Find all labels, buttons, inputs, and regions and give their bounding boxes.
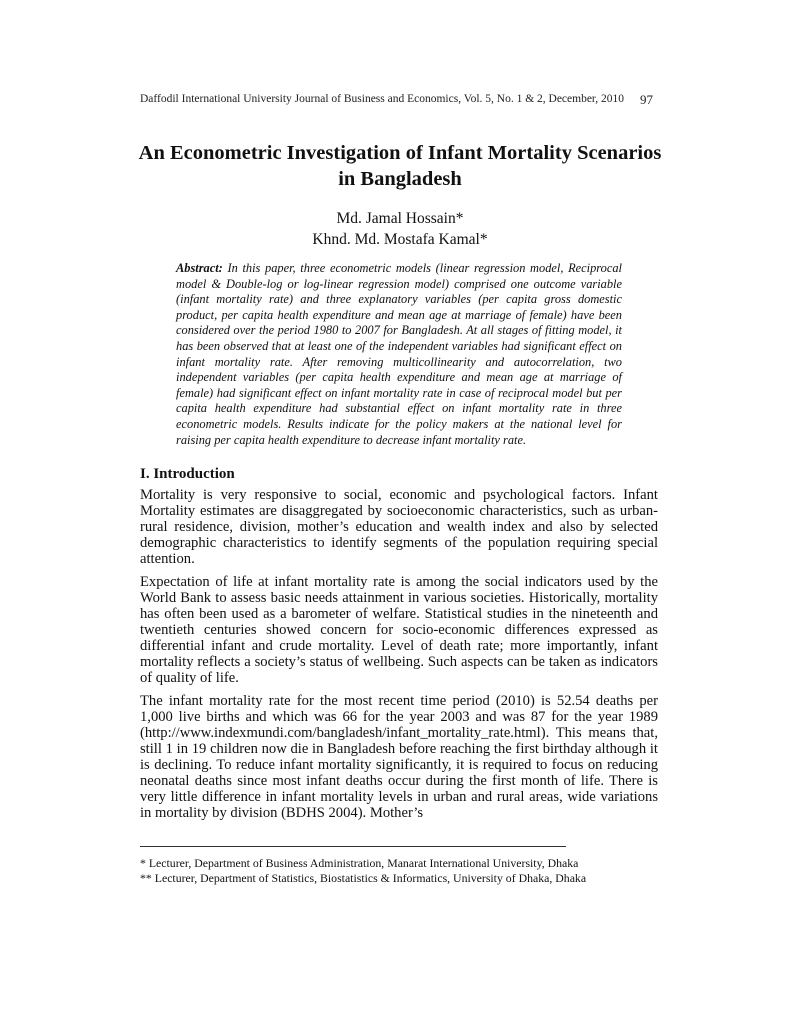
abstract [176, 261, 622, 448]
section-heading-introduction: I. Introduction [140, 466, 235, 482]
title-line-1: An Econometric Investigation of Infant Mortality Scenarios [138, 142, 662, 164]
footnote-divider [140, 846, 566, 847]
paper-title [110, 140, 690, 192]
paragraph-2: Expectation of life at infant mortality rate is among the social indicators used by the World Bank to assess basic needs attainment in various societies. Historically, mortality has often been used as a barometer of welfare. Statistical studies in the nineteenth and twentieth centuries showed concern for socio-economic differences expressed as differential infant and crude mortality. Level of death rate; more importantly, infant mortality reflects a society’s status of wellbeing. Such aspects can be taken as indicators of quality of life. [140, 574, 658, 686]
abstract-text: In this paper, three econometric models (linear regression model, Reciprocal model & Double-log or log-linear regression model) comprised one outcome variable (infant mortality rate) and three explanatory variables (per capita gross domestic product, per capita health expenditure and mean age at marriage of female) have been considered over the period 1980 to 2007 for Bangladesh. At all stages of fitting model, it has been observed that at least one of the independent variables had significant effect on infant mortality rate. After removing multicollinearity and autocorrelation, two independent variables (per capita health expenditure and mean age at marriage of female) had significant effect on infant mortality rate in case of reciprocal model but per capita health expenditure had substantial effect on infant mortality rate in three econometric models. Results indicate for the policy makers at the national level for raising per capita health expenditure to decrease infant mortality rate. [176, 261, 622, 447]
footnotes [140, 856, 660, 886]
title-line-2: in Bangladesh [338, 168, 462, 190]
author-2: Khnd. Md. Mostafa Kamal* [312, 231, 488, 248]
footnote-2: ** Lecturer, Department of Statistics, Biostatistics & Informatics, University of Dhaka, Dhaka [140, 871, 587, 885]
abstract-label: Abstract: [176, 261, 223, 275]
paragraph-3: The infant mortality rate for the most recent time period (2010) is 52.54 deaths per 1,000 live births and which was 66 for the year 2003 and was 87 for the year 1989 (http://www.indexmundi.com/bangladesh/infant_mortality_rate.html). This means that, still 1 in 19 children now die in Bangladesh before reaching the first birthday although it is declining. To reduce infant mortality significantly, it is required to focus on reducing neonatal deaths since most infant deaths occur during the first month of life. There is very little difference in infant mortality levels in urban and rural areas, wide variations in mortality by division (BDHS 2004). Mother’s [140, 693, 658, 821]
footnote-1: * Lecturer, Department of Business Administration, Manarat International University, Dhaka [140, 856, 579, 870]
introduction-body [140, 487, 658, 828]
running-header: Daffodil International University Journal of Business and Economics, Vol. 5, No. 1 & 2, December, 2010 [140, 93, 625, 105]
author-1: Md. Jamal Hossain* [336, 210, 464, 227]
page-number: 97 [640, 92, 653, 107]
author-list [200, 208, 600, 250]
paragraph-1: Mortality is very responsive to social, economic and psychological factors. Infant Mortality estimates are disaggregated by socioeconomic characteristics, such as urban-rural residence, division, mother’s education and wealth index and also by selected demographic characteristics to identify segments of the population requiring special attention. [140, 487, 658, 567]
